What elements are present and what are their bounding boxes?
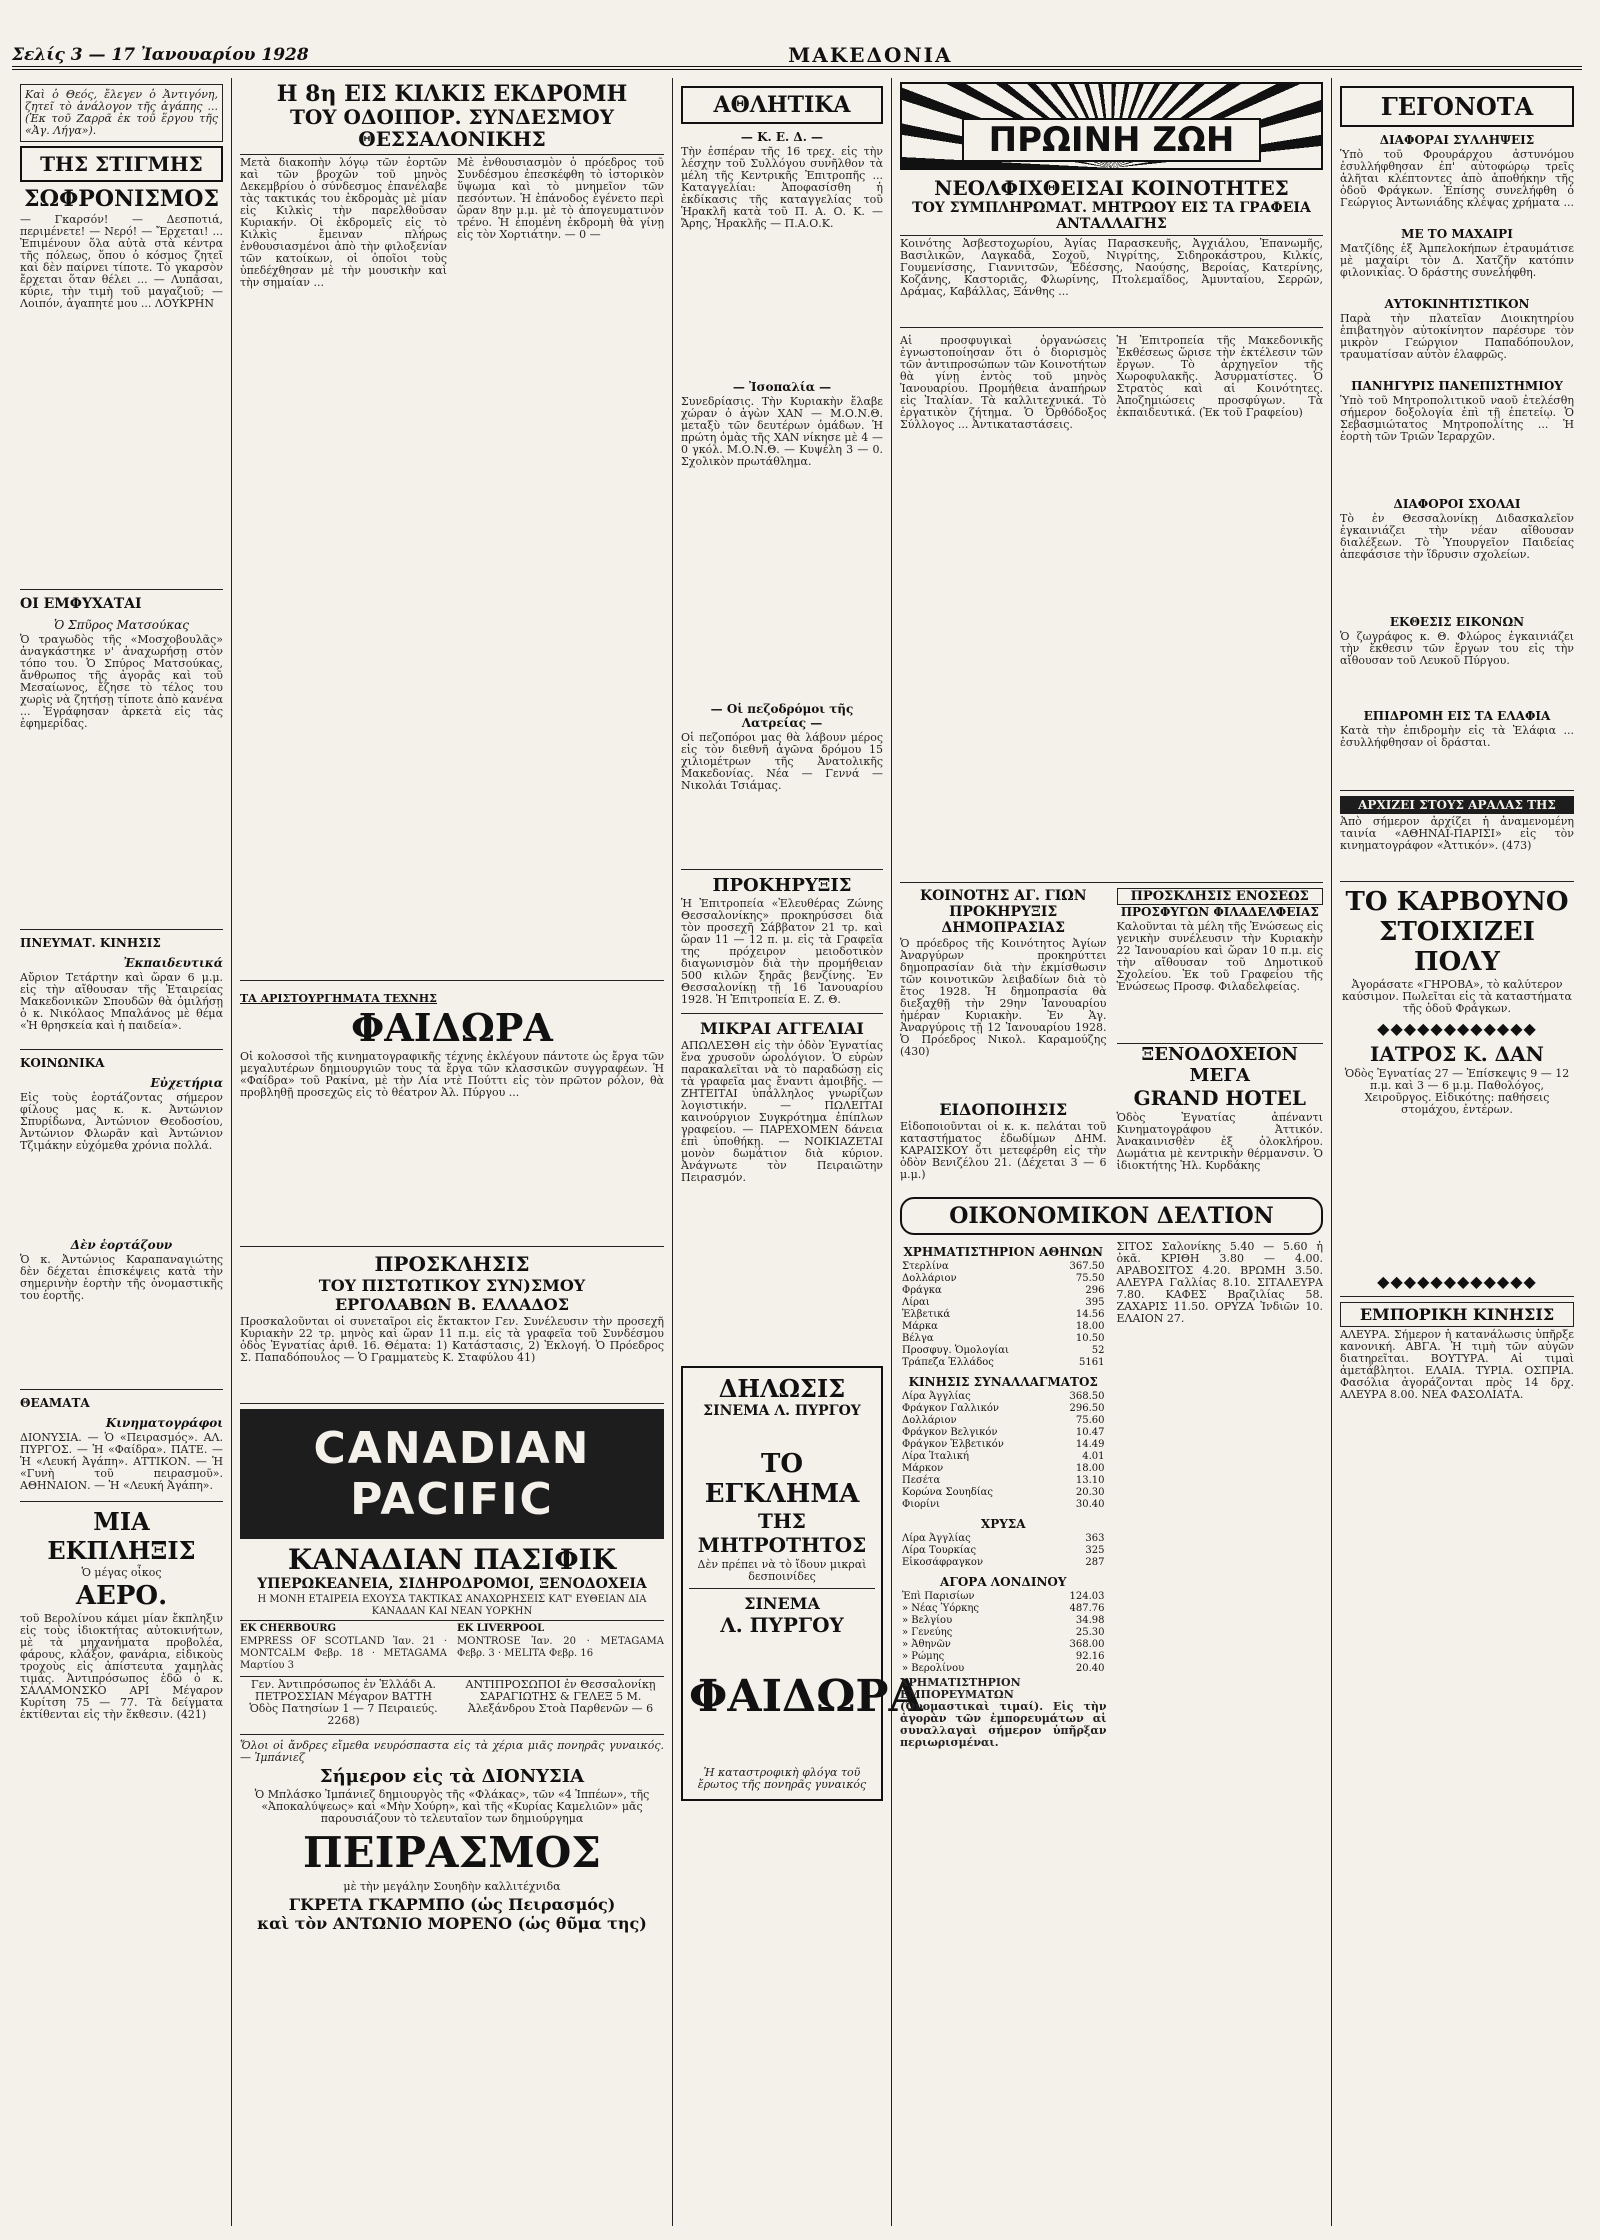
market-row-name: Λίρα Ἀγγλίας bbox=[902, 1391, 971, 1402]
market-row-value: 92.16 bbox=[1075, 1651, 1105, 1662]
iatros-title: ΙΑΤΡΟΣ Κ. ΔΑΝ bbox=[1370, 1042, 1544, 1066]
market-row bbox=[900, 1427, 1107, 1439]
mikres-aggelies-body: ΑΠΩΛΕΣΘΗ εἰς τὴν ὁδὸν Ἐγνατίας ἕνα χρυσοῦν ὡρολόγιον. Ὁ εὑρὼν παρακαλεῖται νὰ τὸ παραδώσῃ εἰς τὰ γραφεῖα μας ἔναντι ἀμοιβῆς. — ΖΗΤΕΙΤΑΙ ὑπάλληλος γνωρίζων λογιστικήν. — ΠΩΛΕΙΤΑΙ καινούργιον Συγκρότημα ἐπίπλων γραφείου. — ΠΑΡΕΧΟΜΕΝ δάνεια ἐπὶ ὑποθήκῃ. — ΝΟΙΚΙΑΖΕΤΑΙ μονὸν δωμάτιον διὰ κύριον. Ἀνάγνωτε τὸν Πειραιῶτην Πειρασμόν. bbox=[681, 1039, 883, 1184]
dionysia-film-title: ΠΕΙΡΑΣΜΟΣ bbox=[303, 1828, 601, 1877]
mega-hotel-body: Ὁδὸς Ἐγνατίας ἀπέναντι Κινηματογράφου Ἀττικόν. Ἀνακαινισθὲν ἐξ ὁλοκλήρου. Δωμάτια μὲ κεντρικὴν θέρμανσιν. Ὁ ἰδιοκτήτης Ἠλ. Κυρδάκης bbox=[1116, 1111, 1323, 1172]
article-body-kilkis-b: Μὲ ἐνθουσιασμὸν ὁ πρόεδρος τοῦ Συνδέσμου ἐπεσκέφθη τὸ ἱστορικὸν ὕψωμα καὶ τὸ μνημεῖον τῶν πεσόντων. Ἡ ἐπάνοδος ἐγένετο περὶ ὥραν 8ην μ.μ. μὲ τὸ ἀπογευματινὸν τρένο. Ἡ ἐπομένη ἐκδρομὴ θὰ γίνῃ εἰς τὸν Χορτιάτην. — 0 — bbox=[457, 156, 664, 241]
section-title-tis-stigmis: ΤΗΣ ΣΤΙΓΜΗΣ bbox=[20, 146, 223, 182]
article-body-matsoukas: Ὁ τραγωδὸς τῆς «Μοσχοβουλᾶς» ἀναγκάστηκε ν' ἀναχωρήσῃ στὸν τόπο του. Ὁ Σπύρος Ματσούκας, ἄνθρωπος τῆς ἀγορᾶς καὶ τοῦ Μεσαίωνος, ἔζησε τὸ τέλος του χωρὶς νὰ ζητήσῃ τίποτε ἀπὸ κανένα ... Ἐγράφησαν ἀρκετὰ εἰς τὰς ἐφημερίδας. bbox=[20, 633, 223, 730]
market-banner: ΟΙΚΟΝΟΜΙΚΟΝ ΔΕΛΤΙΟΝ bbox=[900, 1197, 1323, 1235]
ad1-title: ΑΡΧΙΖΕΙ ΣΤΟΥΣ ΑΡΑΛΑΣ ΤΗΣ bbox=[1340, 796, 1574, 814]
market-row-value: 487.76 bbox=[1069, 1603, 1105, 1614]
prosklisis-subtitle: ΠΡΟΣΦΥΓΩΝ ΦΙΛΑΔΕΛΦΕΙΑΣ bbox=[1120, 905, 1319, 919]
market-row-name: » Ἀθηνῶν bbox=[902, 1639, 951, 1650]
mega-hotel-subtitle: GRAND HOTEL bbox=[1133, 1086, 1306, 1110]
market-row-value: 296 bbox=[1085, 1285, 1105, 1296]
athletics-sub-pezodromoi: — Οἱ πεζοδρόμοι τῆς Λατρείας — bbox=[710, 702, 854, 730]
article-title-koinotites-line1: ΝΕΟΛΦΙΧΘΕΙΣΑΙ ΚΟΙΝΟΤΗΤΕΣ bbox=[934, 176, 1289, 200]
article-body-sofronismos: — Γκαρσόν! — Δεσποτιά, περιμένετε! — Νερό! — Ἔρχεται! ... Ἐπιμένουν ὅλα αὐτὰ στὰ κέντρα τῆς πόλεως, ὅπου ὁ κόσμος ζητεῖ καὶ δὲν παίρνει τίποτε. Τὸ γκαρσὸν ἔρχεται ὅταν θέλει ... — Λυπᾶσαι, κύριε, τὴν τιμὴ τοῦ μαγαζιοῦ; — Λοιπόν, ἀγαπητέ μου ... ΛΟΥΚΡΗΝ bbox=[20, 213, 223, 310]
ships-cherbourg-list: EMPRESS OF SCOTLAND Ἰαν. 21 · MONTCALM Φεβρ. 18 · METAGAMA Μαρτίου 3 bbox=[240, 1636, 447, 1671]
canadian-pacific-subtitle2: Η ΜΟΝΗ ΕΤΑΙΡΕΙΑ ΕΧΟΥΣΑ ΤΑΚΤΙΚΑΣ ΑΝΑΧΩΡΗΣΕΙΣ ΚΑΤ' ΕΥΘΕΙΑΝ ΔΙΑ ΚΑΝΑΔΑΝ ΚΑΙ ΝΕΑΝ ΥΟΡΚΗΝ bbox=[257, 1594, 647, 1617]
athletics-body-isopalia: Συνεδρίασις. Τὴν Κυριακὴν ἔλαβε χώραν ὁ ἀγὼν ΧΑΝ — Μ.Ο.Ν.Θ. μεταξὺ τῶν δευτέρων ὁμάδων. Ἡ πρώτη ὁμὰς τῆς ΧΑΝ νίκησε μὲ 4 — 0 γκόλ. Μ.Ο.Ν.Θ. — Κυψέλη 3 — 0. Σχολικὸν πρωτάθλημα. bbox=[681, 395, 883, 468]
market-row-name: Φράγκον Ἑλβετικόν bbox=[902, 1439, 1004, 1450]
market-row bbox=[900, 1627, 1107, 1639]
market-commodities-text: ΣΙΤΟΣ Σαλονίκης 5.40 — 5.60 ἡ ὀκᾶ. ΚΡΙΘΗ 3.80 — 4.00. ΑΡΑΒΟΣΙΤΟΣ 4.20. ΒΡΩΜΗ 3.50. ΑΛΕΥΡΑ Γαλλίας 8.10. ΣΙΤΑΛΕΥΡΑ 7.80. ΚΑΦΕΣ Βραζιλίας 58. ΖΑΧΑΡΙΣ 11.50. ΟΡΥΖΑ Ἰνδιῶν 10. ΕΛΑΙΟΝ 27. bbox=[1116, 1240, 1323, 1325]
market-row-name: Στερλίνα bbox=[902, 1261, 949, 1272]
section-subtitle-efxetiria: Εὐχετήρια bbox=[150, 1076, 223, 1090]
prokirixis-title: ΠΡΟΚΗΡΥΞΙΣ bbox=[712, 875, 852, 896]
market-row bbox=[900, 1639, 1107, 1651]
dionysia-headline: Σήμερον εἰς τὰ ΔΙΟΝΥΣΙΑ bbox=[319, 1766, 585, 1787]
ad-brand-aero: ΑΕΡΟ. bbox=[75, 1581, 168, 1611]
dilosis-subtitle: ΣΙΝΕΜΑ Λ. ΠΥΡΓΟΥ bbox=[703, 1403, 861, 1419]
athletics-body-pezodromoi: Οἱ πεζοπόροι μας θὰ λάβουν μέρος εἰς τὸν διεθνῆ ἀγῶνα δρόμου 15 χιλιομέτρων τῆς Ἀνατολικῆς Μακεδονίας. Νέα — Γεννά — Νικολάι Τσιάμας. bbox=[681, 731, 883, 792]
notice-title-line1: ΠΡΟΣΚΛΗΣΙΣ bbox=[374, 1252, 530, 1276]
market-row-name: Ἑλβετικά bbox=[902, 1309, 951, 1320]
section-title-theamata: ΘΕΑΜΑΤΑ bbox=[20, 1396, 90, 1410]
ships-liverpool-list: MONTROSE Ἰαν. 20 · METAGAMA Φεβρ. 3 · MELITA Φεβρ. 16 bbox=[457, 1636, 664, 1659]
market-row bbox=[900, 1651, 1107, 1663]
market-row-value: 296.50 bbox=[1069, 1403, 1105, 1414]
market-row-value: 20.40 bbox=[1075, 1663, 1105, 1674]
market-head-athens: ΧΡΗΜΑΤΙΣΤΗΡΙΟΝ ΑΘΗΝΩΝ bbox=[903, 1245, 1104, 1259]
market-row-value: 363 bbox=[1085, 1533, 1105, 1544]
market-row bbox=[900, 1297, 1107, 1309]
market-row bbox=[900, 1451, 1107, 1463]
market-row-name: Μάρκα bbox=[902, 1321, 938, 1332]
market-row bbox=[900, 1499, 1107, 1511]
market-row-name: Ἐπὶ Παρισίων bbox=[902, 1591, 975, 1602]
market-row-value: 10.47 bbox=[1075, 1427, 1105, 1438]
news-sub-maxairi: ΜΕ ΤΟ ΜΑΧΑΙΡΙ bbox=[1401, 227, 1513, 241]
dionysia-cast-intro: μὲ τὴν μεγάλην Σουηδὴν καλλιτέχνιδα bbox=[343, 1880, 561, 1893]
market-row-name: Τράπεζα Ἑλλάδος bbox=[902, 1357, 994, 1368]
market-row-name: Προσφυγ. Ὁμολογίαι bbox=[902, 1345, 1009, 1356]
market-row bbox=[900, 1285, 1107, 1297]
market-row-name: Φράγκον Γαλλικόν bbox=[902, 1403, 999, 1414]
market-row-name: Φράγκον Βελγικόν bbox=[902, 1427, 998, 1438]
market-row-name: » Νέας Ὑόρκης bbox=[902, 1603, 980, 1614]
market-row-name: Πεσέτα bbox=[902, 1475, 941, 1486]
article-body-koinotites-a: Αἱ προσφυγικαὶ ὀργανώσεις ἐγνωστοποίησαν ὅτι ὁ διορισμὸς τῶν ἀντιπροσώπων τῶν Κοινοτήτων θὰ γίνῃ ἐντὸς τοῦ μηνὸς Ἰανουαρίου. Προμήθεια ἀναπήρων εἰς Ἰταλίαν. Τὰ καλλιτεχνικά. Τὸ ἐργατικὸν ζήτημα. Ὁ Ὀρθόδοξος Σύλλογος ... Ἀντικαταστάσεις. bbox=[900, 334, 1107, 431]
market-row-value: 5161 bbox=[1079, 1357, 1105, 1368]
notice-title-line2: ΤΟΥ ΠΙΣΤΩΤΙΚΟΥ ΣΥΝ)ΣΜΟΥ bbox=[318, 1276, 586, 1295]
market-row bbox=[900, 1273, 1107, 1285]
news-sub-aftokinitistiko: ΑΥΤΟΚΙΝΗΤΙΣΤΙΚΟΝ bbox=[1384, 297, 1530, 311]
news-body-ekthesis: Ὁ ζωγράφος κ. Θ. Φλώρος ἐγκαινιάζει τὴν ἔκθεσιν τῶν ἔργων του εἰς τὴν αἴθουσαν τοῦ Λευκοῦ Πύργου. bbox=[1340, 630, 1574, 667]
section-title-koinonika: ΚΟΙΝΩΝΙΚΑ bbox=[20, 1056, 105, 1070]
market-row bbox=[900, 1321, 1107, 1333]
dionysia-quote: Ὅλοι οἱ ἄνδρες εἴμεθα νευρόσπαστα εἰς τὰ χέρια μιᾶς πονηρᾶς γυναικός. — Ἰμπάνιεζ bbox=[240, 1739, 664, 1764]
karvouno-title-line2: ΣΤΟΙΧΙΖΕΙ ΠΟΛΥ bbox=[1379, 917, 1535, 977]
market-row bbox=[900, 1557, 1107, 1569]
market-row-name: Δολλάριον bbox=[902, 1415, 957, 1426]
newspaper-name: ΜΑΚΕΔΟΝΙΑ bbox=[788, 43, 953, 67]
market-row bbox=[900, 1439, 1107, 1451]
prosklisis-body: Καλοῦνται τὰ μέλη τῆς Ἑνώσεως εἰς γενικὴν συνέλευσιν τὴν Κυριακὴν 22 Ἰανουαρίου καὶ ὥραν 10 π.μ. εἰς τὴν αἴθουσαν τοῦ Δημοτικοῦ Σχολείου. Ἐκ τοῦ Γραφείου τῆς Ἑνώσεως Προσφ. Φιλαδελφείας. bbox=[1116, 920, 1323, 993]
section-title-emfyxatai: ΟΙ ΕΜΦΥΧΑΤΑΙ bbox=[20, 596, 142, 612]
article-body-theamata: ΔΙΟΝΥΣΙΑ. — Ὁ «Πειρασμός». ΑΛ. ΠΥΡΓΟΣ. — Ἡ «Φαίδρα». ΠΑΤΕ. — Ἡ «Λευκή Ἀγάπη». ΑΤΤΙΚΟΝ. — Ἡ «Γυνὴ τοῦ πειρασμοῦ». ΑΘΗΝΑΙΟΝ. — Ἡ «Λευκή Ἀγάπη». bbox=[20, 1431, 223, 1492]
ad-subtitle: Ὁ μέγας οἶκος bbox=[81, 1566, 162, 1579]
emporiki-title: ΕΜΠΟΡΙΚΗ ΚΙΝΗΣΙΣ bbox=[1340, 1302, 1574, 1327]
sinema-label: ΣΙΝΕΜΑ bbox=[744, 1594, 820, 1613]
diamond-ornament-row: ◆◆◆◆◆◆◆◆◆◆◆◆ bbox=[1377, 1019, 1537, 1038]
news-body-sxolai: Τὸ ἐν Θεσσαλονίκῃ Διδασκαλεῖον ἐγκαινιάζει τὴν νέαν αἴθουσαν διαλέξεων. Τὸ Ὑπουργεῖον Παιδείας ἀπεφάσισε τὴν ἵδρυσιν σχολείων. bbox=[1340, 512, 1574, 561]
market-row bbox=[900, 1415, 1107, 1427]
column-center-right bbox=[892, 78, 1332, 2226]
market-row-value: 34.98 bbox=[1075, 1615, 1105, 1626]
market-footnote: ΧΡΗΜΑΤΙΣΤΗΡΙΟΝ ΕΜΠΟΡΕΥΜΑΤΩΝ (Ὀνομαστικαὶ τιμαί). Εἰς τὴν ἀγορὰν τῶν ἐμπορευμάτων αἱ συναλλαγαὶ σήμερον ὑπῆρξαν περιωρισμέναι. bbox=[900, 1676, 1107, 1749]
article-title-sofronismos: ΣΩΦΡΟΝΙΣΜΟΣ bbox=[23, 186, 220, 212]
canadian-pacific-subtitle: ΥΠΕΡΩΚΕΑΝΕΙΑ, ΣΙΔΗΡΟΔΡΟΜΟΙ, ΞΕΝΟΔΟΧΕΙΑ bbox=[257, 1576, 647, 1592]
prosklisis-title: ΠΡΟΣΚΛΗΣΙΣ ΕΝΟΣΕΩΣ bbox=[1117, 888, 1324, 905]
market-row bbox=[900, 1533, 1107, 1545]
market-table-gold bbox=[900, 1533, 1107, 1569]
market-row-name: » Ρώμης bbox=[902, 1651, 945, 1662]
market-row bbox=[900, 1345, 1107, 1357]
article-subtitle-matsoukas: Ὁ Σπῦρος Ματσούκας bbox=[53, 618, 190, 632]
news-sub-panigyris: ΠΑΝΗΓΥΡΙΣ ΠΑΝΕΠΙΣΤΗΜΙΟΥ bbox=[1351, 379, 1563, 393]
market-row bbox=[900, 1463, 1107, 1475]
market-row-name: Κορώνα Σουηδίας bbox=[902, 1487, 993, 1498]
market-row-name: Λίρα Ἀγγλίας bbox=[902, 1533, 971, 1544]
iatros-body: Ὁδὸς Ἐγνατίας 27 — Ἐπίσκεψις 9 — 12 π.μ. καὶ 3 — 6 μ.μ. Παθολόγος, Χειροῦργος. Εἰδικότης: παθήσεις στομάχου, ἐντέρων. bbox=[1344, 1067, 1570, 1116]
market-row-value: 14.49 bbox=[1075, 1439, 1105, 1450]
market-row bbox=[900, 1357, 1107, 1369]
section-title-pnevmatiki: ΠΝΕΥΜΑΤ. ΚΙΝΗΣΙΣ bbox=[20, 936, 161, 950]
market-row-value: 25.30 bbox=[1075, 1627, 1105, 1638]
market-row-value: 368.50 bbox=[1069, 1391, 1105, 1402]
market-row-value: 10.50 bbox=[1075, 1333, 1105, 1344]
mega-hotel-title: ΞΕΝΟΔΟΧΕΙΟΝ ΜΕΓΑ bbox=[1117, 1043, 1324, 1086]
market-row-value: 75.50 bbox=[1075, 1273, 1105, 1284]
market-row-name: Φράγκα bbox=[902, 1285, 942, 1296]
feature-body-faidora: Οἱ κολοσσοὶ τῆς κινηματογραφικῆς τέχνης ἐκλέγουν πάντοτε ὡς ἔργα τῶν μεγαλυτέρων δημιουργιῶν τους τὰ ἔργα τῶν κλασσικῶν συγγραφέων. Ἡ «Φαίδρα» τοῦ Ρακίνα, μὲ τὴν Λία ντὲ Πούττι εἰς τὸν πρῶτον ρόλον, θὰ προβληθῇ προσεχῶς εἰς τὸ θέατρον Ἀλ. Πύργου ... bbox=[240, 1050, 664, 1099]
feature-title-faidora: ΦΑΙΔΩΡΑ bbox=[351, 1005, 553, 1050]
dilosis-title: ΔΗΛΩΣΙΣ bbox=[718, 1374, 846, 1403]
ad-body-aero: τοῦ Βερολίνου κάμει μίαν ἔκπληξιν εἰς τοὺς ἰδιοκτήτας αὐτοκινήτων, μὲ τὰ μηχανήματα προβολέα, φάρους, κλάξον, φανάρια, εἰδικοὺς τροχοὺς εἰς ἀπίστευτα χαμηλὰς τιμάς. Ἀντιπρόσωπος ἐδῶ ὁ κ. ΣΑΛΑΜΟΝΣΚΟ ΑΡΙ Μέγαρον Κυρίτση 75 — 77. Τὰ δείγματα ἐκτίθενται εἰς τὴν ἕκθεσιν. (421) bbox=[20, 1612, 223, 1721]
market-row-value: 367.50 bbox=[1069, 1261, 1105, 1272]
article-title-kilkis-line2: ΤΟΥ ΟΔΟΙΠΟΡ. ΣΥΝΔΕΣΜΟΥ ΘΕΣΣΑΛΟΝΙΚΗΣ bbox=[240, 106, 664, 155]
market-row-value: 124.03 bbox=[1069, 1591, 1105, 1602]
quote-box: Καὶ ὁ Θεός, ἔλεγεν ὁ Ἀντιγόνη, ζητεῖ τὸ ἀνάλογον τῆς ἀγάπης ... (Ἐκ τοῦ Ζαρρᾶ ἐκ τοῦ ἕργου τῆς «Ἀγ. Λήγα»). bbox=[20, 84, 223, 142]
article-title-kilkis-line1: Η 8η ΕΙΣ ΚΙΛΚΙΣ ΕΚΔΡΟΜΗ bbox=[276, 81, 628, 107]
market-row bbox=[900, 1545, 1107, 1557]
market-row-value: 75.60 bbox=[1075, 1415, 1105, 1426]
feature-label: ΤΑ ΑΡΙΣΤΟΥΡΓΗΜΑΤΑ ΤΕΧΝΗΣ bbox=[240, 992, 437, 1005]
ships-liverpool-head: ΕΚ LIVERPOOL bbox=[457, 1623, 545, 1634]
market-table-london bbox=[900, 1591, 1107, 1675]
section-subtitle-kinimatografoi: Κινηματογράφοι bbox=[105, 1416, 223, 1430]
article-body-den-eortazoun: Ὁ κ. Ἀντώνιος Καραπαναγιώτης δὲν δέχεται ἐπισκέψεις κατὰ τὴν σημερινὴν ἑορτὴν τῆς ὀνομαστικῆς του ἑορτῆς. bbox=[20, 1253, 223, 1302]
market-table-exchange bbox=[900, 1391, 1107, 1511]
market-row bbox=[900, 1261, 1107, 1273]
section-subtitle-ekpaideftika: Ἐκπαιδευτικά bbox=[123, 956, 223, 970]
notice-body: Προσκαλοῦνται οἱ συνεταῖροι εἰς ἔκτακτον Γεν. Συνέλευσιν τὴν προσεχῆ Κυριακὴν 22 τρ. μηνὸς καὶ ὥραν 11 π.μ. εἰς τὰ γραφεῖα τοῦ Συνδέσμου ὁδὸς Ἐγνατίας ἀριθ. 16. Θέματα: 1) Κατάστασις, 2) Ἐκλογή. Ὁ Πρόεδρος Σ. Παπαδόπουλος — Ὁ Γραμματεὺς Κ. Σταφύλου 41) bbox=[240, 1315, 664, 1364]
ad-title-ekplixis: ΜΙΑ ΕΚΠΛΗΞΙΣ bbox=[47, 1507, 196, 1565]
market-row-name: Λίρα Τουρκίας bbox=[902, 1545, 977, 1556]
market-row-value: 30.40 bbox=[1075, 1499, 1105, 1510]
market-row-name: Βέλγα bbox=[902, 1333, 934, 1344]
news-sub-syllipseis: ΔΙΑΦΟΡΑΙ ΣΥΛΛΗΨΕΙΣ bbox=[1379, 133, 1535, 147]
article-title-koinotites-line2: ΤΟΥ ΣΥΜΠΛΗΡΩΜΑΤ. ΜΗΤΡΩΟΥ ΕΙΣ ΤΑ ΓΡΑΦΕΙΑ ΑΝΤΑΛΛΑΓΗΣ bbox=[900, 200, 1323, 236]
sinema-name: Λ. ΠΥΡΓΟΥ bbox=[720, 1613, 844, 1637]
market-row-name: Εἰκοσάφραγκον bbox=[902, 1557, 984, 1568]
news-sub-epidromi: ΕΠΙΔΡΟΜΗ ΕΙΣ ΤΑ ΕΛΑΦΙΑ bbox=[1363, 709, 1551, 723]
dionysia-cast-moreno: καὶ τὸν ΑΝΤΩΝΙΟ ΜΟΡΕΝΟ (ὡς θῦμα της) bbox=[257, 1914, 647, 1933]
news-body-maxairi: Ματζίδης ἐξ Ἀμπελοκήπων ἐτραυμάτισε μὲ μαχαίρι τὸν Δ. Χατζῆν κατόπιν φιλονικίας. Ὁ δράστης συνελήφθη. bbox=[1340, 242, 1574, 279]
market-head-london: ΑΓΟΡΑ ΛΟΝΔΙΝΟΥ bbox=[940, 1575, 1067, 1589]
egklima-title-line2: ΤΗΣ ΜΗΤΡΟΤΗΤΟΣ bbox=[697, 1509, 867, 1557]
market-row-name: Δολλάριον bbox=[902, 1273, 957, 1284]
market-row-value: 368.00 bbox=[1069, 1639, 1105, 1650]
section-subtitle-den-eortazoun: Δὲν ἑορτάζουν bbox=[70, 1238, 173, 1252]
diamond-ornament-row-bottom: ◆◆◆◆◆◆◆◆◆◆◆◆ bbox=[1377, 1272, 1537, 1291]
market-row-value: 14.56 bbox=[1075, 1309, 1105, 1320]
koinotis-subtitle: ΠΡΟΚΗΡΥΞΙΣ ΔΗΜΟΠΡΑΣΙΑΣ bbox=[941, 904, 1066, 936]
market-table-athens bbox=[900, 1261, 1107, 1369]
market-row-name: Φιορίνι bbox=[902, 1499, 940, 1510]
article-body-kilkis-a: Μετὰ διακοπὴν λόγῳ τῶν ἑορτῶν καὶ τῶν βροχῶν τοῦ μηνὸς Δεκεμβρίου ὁ σύνδεσμος ἐπανέλαβε τὰς τακτικάς του ἐκδρομὰς μὲ μίαν εἰς Κιλκὶς τὴν παρελθοῦσαν Κυριακήν. Οἱ ἐκδρομεῖς εἰς τὸ Κιλκὶς ἔμειναν πλήρως ἐνθουσιασμένοι ἀπὸ τὴν φιλοξενίαν τῶν κατοίκων, οἱ ὁποῖοι τοὺς ὑπεδέχθησαν μὲ τὴν μουσικὴν καὶ τὴν σημαίαν ... bbox=[240, 156, 447, 289]
market-row-value: 325 bbox=[1085, 1545, 1105, 1556]
karvouno-title-line1: ΤΟ ΚΑΡΒΟΥΝΟ bbox=[1345, 887, 1569, 917]
news-sub-sxolai: ΔΙΑΦΟΡΟΙ ΣΧΟΛΑΙ bbox=[1393, 497, 1521, 511]
market-row bbox=[900, 1603, 1107, 1615]
market-row-value: 18.00 bbox=[1075, 1321, 1105, 1332]
egklima-title-line1: ΤΟ ΕΓΚΛΗΜΑ bbox=[704, 1449, 860, 1509]
athletics-sub-ked: — Κ. Ε. Δ. — bbox=[740, 130, 824, 144]
market-row-value: 4.01 bbox=[1082, 1451, 1105, 1462]
market-row bbox=[900, 1487, 1107, 1499]
article-body-efxetiria: Εἰς τοὺς ἑορτάζοντας σήμερον φίλους μας κ. κ. Ἀντώνιον Σπυρίδωνα, Ἀντώνιον Θεοδοσίου, Ἀντώνιον Φλωρᾶν καὶ Ἀντώνιον Τζιμάκην εὐχόμεθα χρόνια πολλά. bbox=[20, 1091, 223, 1152]
sinema-film-title: ΦΑΙΔΩΡΑ bbox=[689, 1671, 923, 1722]
koinotis-body: Ὁ πρόεδρος τῆς Κοινότητος Ἀγίων Ἀναργύρων προκηρύττει δημοπρασίαν διὰ τὴν ἐκμίσθωσιν τῶν κοινοτικῶν λειβαδίων διὰ τὸ ἔτος 1928. Ἡ δημοπρασία θὰ διεξαχθῇ τὴν 29ην Ἰανουαρίου ἡμέραν Κυριακὴν. Ἐν Ἁγ. Ἀναργύροις τῇ 12 Ἰανουαρίου 1928. Ὁ Πρόεδρος Νικολ. Καραμούζης (430) bbox=[900, 937, 1107, 1058]
market-row-name: » Βερολίνου bbox=[902, 1663, 965, 1674]
notice-title-line3: ΕΡΓΟΛΑΒΩΝ Β. ΕΛΛΑΔΟΣ bbox=[334, 1295, 570, 1314]
news-sub-ekthesis: ΕΚΘΕΣΙΣ ΕΙΚΟΝΩΝ bbox=[1389, 615, 1525, 629]
koinotis-title: ΚΟΙΝΟΤΗΣ ΑΓ. ΓΙΩΝ bbox=[919, 888, 1087, 904]
market-row-value: 52 bbox=[1091, 1345, 1105, 1356]
proini-zoi-title: ΠΡΩΙΝΗ ΖΩΗ bbox=[962, 118, 1261, 162]
mikres-aggelies-title: ΜΙΚΡΑΙ ΑΓΓΕΛΙΑΙ bbox=[700, 1019, 864, 1038]
market-head-exchange: ΚΙΝΗΣΙΣ ΣΥΝΑΛΛΑΓΜΑΤΟΣ bbox=[908, 1375, 1098, 1389]
market-row-name: » Γενεύης bbox=[902, 1627, 953, 1638]
market-row bbox=[900, 1403, 1107, 1415]
column-center-left bbox=[232, 78, 672, 2226]
market-row bbox=[900, 1663, 1107, 1675]
market-row-name: Μάρκον bbox=[902, 1463, 944, 1474]
egklima-warning: Δὲν πρέπει νὰ τὸ ἴδουν μικραὶ δεσποινίδες bbox=[697, 1558, 867, 1583]
agent-athens: Γεν. Ἀντιπρόσωπος ἐν Ἑλλάδι Α. ΠΕΤΡΟΣΣΙΑΝ Μέγαρον ΒΑΤΤΗ Ὁδὸς Πατησίων 1 — 7 Πειραιεύς. 2268) bbox=[249, 1678, 438, 1727]
market-row bbox=[900, 1333, 1107, 1345]
canadian-pacific-banner: CANADIAN PACIFIC bbox=[240, 1409, 664, 1539]
dionysia-description: Ὁ Μπλάσκο Ἰμπάνιεζ δημιουργὸς τῆς «Φλάκας», τῶν «4 Ἱππέων», τῆς «Ἀποκαλύψεως» καὶ «Μὴν Χούρη», καὶ τῆς «Κυρίας Καμελιῶν» μᾶς παρουσιάζουν τὸ τελευταῖον των δημιούργημα bbox=[254, 1788, 650, 1825]
article-body-koinotites-list: Κοινότης Ἀσβεστοχωρίου, Ἀγίας Παρασκευῆς, Ἀγχιάλου, Ἐπανωμῆς, Βασιλικῶν, Λαγκαδᾶ, Σοχοῦ, Νιγρίτης, Σιδηροκάστρου, Κιλκίς, Γουμενίσσης, Γιαννιτσῶν, Ἐδέσσης, Ναούσης, Βεροίας, Κατερίνης, Κοζάνης, Καστοριᾶς, Φλωρίνης, Πτολεμαΐδος, Ἀμυνταίου, Σερρῶν, Δράμας, Καβάλλας, Ξάνθης ... bbox=[900, 237, 1323, 298]
ad1-body: Ἀπὸ σήμερον ἀρχίζει ἡ ἀναμενομένη ταινία «ΑΘΗΝΑΙ-ΠΑΡΙΣΙ» εἰς τὸν κινηματογράφον «Ἀττικόν». (473) bbox=[1340, 815, 1574, 852]
news-body-epidromi: Κατὰ τὴν ἐπιδρομὴν εἰς τὰ Ἐλάφια ... ἐσυλλήφθησαν οἱ δράσται. bbox=[1340, 724, 1574, 749]
article-body-koinotites-b: Ἡ Ἐπιτροπεία τῆς Μακεδονικῆς Ἐκθέσεως ὥρισε τὴν ἐκτέλεσιν τῶν ἔργων. Τὸ ἀρχηγεῖον τῆς Χωροφυλακῆς. Ἀσυρματίστες. Ὁ Στρατὸς καὶ αἱ Κοινότητες. Ἀποζημιώσεις προσφύγων. Τὰ ἐκπαιδευτικά. (Ἐκ τοῦ Γραφείου) bbox=[1116, 334, 1323, 419]
athletics-body-ked: Τὴν ἐσπέραν τῆς 16 τρεχ. εἰς τὴν λέσχην τοῦ Συλλόγου συνῆλθον τὰ μέλη τῆς Κεντρικῆς Ἐπιτροπῆς ... Καταγγελίαι: Ἀποφασίσθη ἡ ἐκδίκασις τῆς καταγγελίας τοῦ Ἡρακλῆ κατὰ τοῦ Π. Α. Ο. Κ. — Ἄρης, Ἡρακλῆς — Π.Α.Ο.Κ. bbox=[681, 145, 883, 230]
athletics-sub-isopalia: — Ἰσοπαλία — bbox=[732, 380, 832, 394]
market-row-name: » Βελγίου bbox=[902, 1615, 953, 1626]
market-row bbox=[900, 1591, 1107, 1603]
market-row-value: 287 bbox=[1085, 1557, 1105, 1568]
agent-thessaloniki: ΑΝΤΙΠΡΟΣΩΠΟΙ ἐν Θεσσαλονίκῃ ΣΑΡΑΓΙΩΤΗΣ & ΓΕΛΕΞ 5 Μ. Ἀλεξάνδρου Στοὰ Παρθενῶν — 6 bbox=[465, 1678, 656, 1715]
market-row-value: 18.00 bbox=[1075, 1463, 1105, 1474]
market-row bbox=[900, 1391, 1107, 1403]
eidopoiisis-title: ΕΙΔΟΠΟΙΗΣΙΣ bbox=[939, 1100, 1068, 1119]
eidopoiisis-body: Εἰδοποιοῦνται οἱ κ. κ. πελάται τοῦ καταστήματος ἐδωδίμων ΔΗΜ. ΚΑΡΑΙΣΚΟΥ ὅτι μετεφέρθη εἰς τὴν ὁδὸν Βενιζέλου 21. (Δέχεται 3 — 6 μ.μ.) bbox=[900, 1120, 1107, 1181]
prokirixis-body: Ἡ Ἐπιτροπεία «Ἐλευθέρας Ζώνης Θεσσαλονίκης» προκηρύσσει διὰ τὸν προσεχῆ Σάββατον 21 τρ. καὶ ὥραν 11 — 12 π. μ. εἰς τὰ Γραφεῖα της πρόχειρον μειοδοτικὸν διαγωνισμὸν διὰ τὴν προμήθειαν 500 κιλῶν ξηρᾶς βενζίνης. Ἐν Θεσσαλονίκῃ τῇ 16 Ἰανουαρίου 1928. Ἡ Ἐπιτροπεία Ε. Ζ. Θ. bbox=[681, 897, 883, 1006]
market-row-name: Λίρα Ἰταλική bbox=[902, 1451, 969, 1462]
dionysia-cast-garbo: ΓΚΡΕΤΑ ΓΚΑΡΜΠΟ (ὡς Πειρασμός) bbox=[288, 1895, 616, 1914]
page-date: Σελίς 3 — 17 Ἰανουαρίου 1928 bbox=[12, 45, 309, 65]
ships-cherbourg-head: ΕΚ CHERBOURG bbox=[240, 1623, 337, 1634]
market-row bbox=[900, 1475, 1107, 1487]
column-left bbox=[12, 78, 232, 2226]
sinema-film-quote: Ἡ καταστροφικὴ φλόγα τοῦ ἔρωτος τῆς πονηρᾶς γυναικός bbox=[697, 1766, 867, 1791]
market-row-value: 395 bbox=[1085, 1297, 1105, 1308]
section-title-athlitika: ΑΘΛΗΤΙΚΑ bbox=[681, 86, 883, 124]
market-row-value: 13.10 bbox=[1075, 1475, 1105, 1486]
market-head-gold: ΧΡΥΣΑ bbox=[980, 1517, 1026, 1531]
market-row-value: 20.30 bbox=[1075, 1487, 1105, 1498]
news-body-syllipseis: Ὑπὸ τοῦ Φρουράρχου ἀστυνόμου ἐσυλλήφθησαν ἐπ' αὐτοφώρῳ τρεῖς ἀλῆται κλέπτοντες ἀπὸ ἀποθήκην τῆς ὁδοῦ Φράγκων. Ἐπίσης συνελήφθη ὁ Γεώργιος Ἀντωνιάδης κλέψας χρήματα ... bbox=[1340, 148, 1574, 209]
karvouno-body: Ἀγοράσατε «ΓΗΡΟΒΑ», τὸ καλύτερον καύσιμον. Πωλεῖται εἰς τὰ καταστήματα τῆς ὁδοῦ Φράγκων. bbox=[1342, 978, 1572, 1015]
article-body-ekpaideftika: Αὔριον Τετάρτην καὶ ὥραν 6 μ.μ. εἰς τὴν αἴθουσαν τῆς Ἑταιρείας Μακεδονικῶν Σπουδῶν θὰ ὁμιλήσῃ ὁ κ. Νικόλαος Μπαλάνος μὲ θέμα «Ἡ θρησκεία καὶ ἡ παιδεία». bbox=[20, 971, 223, 1032]
masthead bbox=[12, 44, 1582, 70]
market-row-name: Λίραι bbox=[902, 1297, 930, 1308]
news-body-aftokinitistiko: Παρὰ τὴν πλατεῖαν Διοικητηρίου ἐπιβατηγὸν αὐτοκίνητον παρέσυρε τὸν μικρὸν Γεώργιον Παπαδόπουλον, τραυματίσαν αὐτὸν ἐλαφρῶς. bbox=[1340, 312, 1574, 361]
section-title-gegonota: ΓΕΓΟΝΟΤΑ bbox=[1340, 86, 1574, 127]
market-row bbox=[900, 1615, 1107, 1627]
proini-zoi-banner bbox=[900, 82, 1323, 170]
market-row bbox=[900, 1309, 1107, 1321]
emporiki-body: ΑΛΕΥΡΑ. Σήμερον ἡ κατανάλωσις ὑπῆρξε κανονική. ΑΒΓΑ. Ἡ τιμὴ τῶν αὐγῶν διατηρεῖται. ΒΟΥΤΥΡΑ. Αἱ τιμαὶ ἀμετάβλητοι. ΕΛΑΙΑ. ΤΥΡΙΑ. ΟΣΠΡΙΑ. Φασόλια ἀγοράζονται πρὸς 14 δρχ. ΑΛΕΥΡΑ 8.00. ΝΕΑ ΦΑΣΟΛΙΑΤΑ. bbox=[1340, 1328, 1574, 1401]
column-right bbox=[1332, 78, 1582, 2226]
canadian-pacific-title: ΚΑΝΑΔΙΑΝ ΠΑΣΙΦΙΚ bbox=[287, 1543, 617, 1576]
news-body-panigyris: Ὑπὸ τοῦ Μητροπολιτικοῦ ναοῦ ἐτελέσθη σήμερον δοξολογία ἐπὶ τῇ ἐπετείῳ. Ὁ Σεβασμιώτατος Μητροπολίτης ... Ἡ ἑορτὴ τῶν Τριῶν Ἱεραρχῶν. bbox=[1340, 394, 1574, 443]
